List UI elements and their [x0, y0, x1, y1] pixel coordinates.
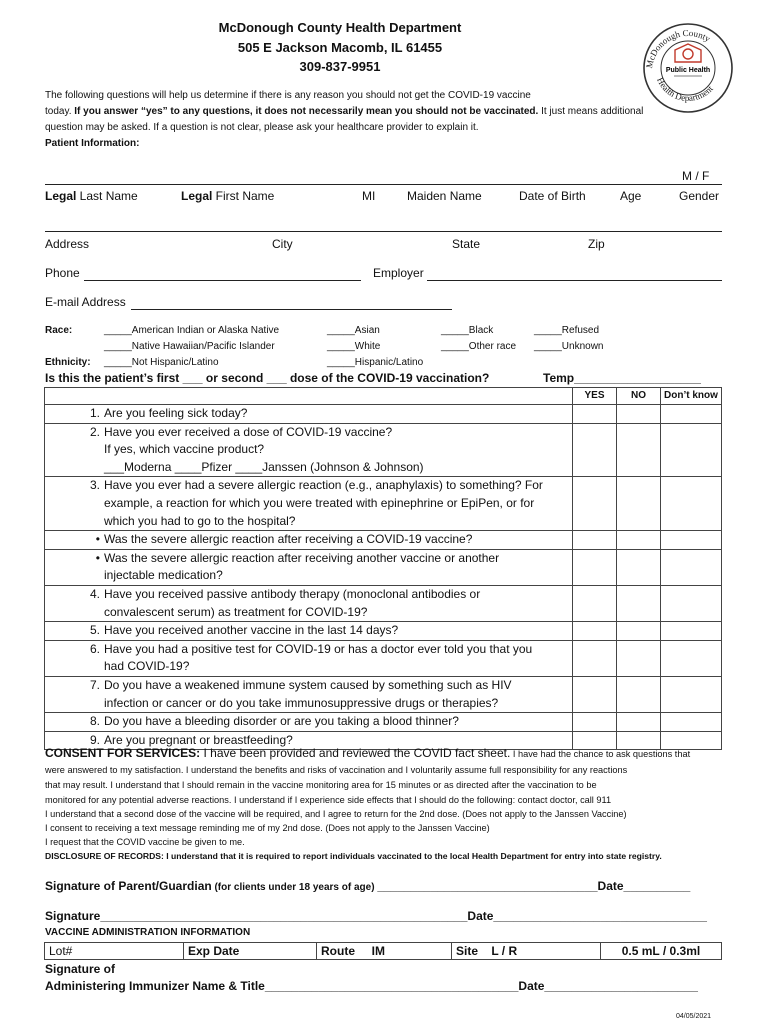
- race-option-nhpi[interactable]: _____Native Hawaiian/Pacific Islander: [104, 341, 275, 352]
- consent-line-7: I request that the COVID vaccine be given to me.: [45, 837, 245, 847]
- disclosure-of-records: DISCLOSURE OF RECORDS: I understand that it is required to report individuals vaccinated to the local Health Department for entry into state registry.: [45, 851, 662, 861]
- mi-label: MI: [362, 189, 376, 203]
- question-number: 7.: [89, 677, 100, 692]
- email-field[interactable]: [131, 309, 452, 310]
- answer-dont-know-checkbox[interactable]: [661, 713, 722, 732]
- lot-field[interactable]: Lot#: [45, 943, 184, 960]
- answer-dont-know-checkbox[interactable]: [661, 640, 722, 676]
- race-label: Race:: [45, 325, 73, 336]
- race-option-other[interactable]: _____Other race: [441, 341, 517, 352]
- phone-field[interactable]: [84, 280, 361, 281]
- consent-line-6: I consent to receiving a text message reminding me of my 2nd dose. (Does not apply to the Janssen Vaccine): [45, 823, 490, 833]
- question-row: [45, 477, 722, 531]
- answer-no-checkbox[interactable]: [617, 676, 661, 712]
- question-number: 6.: [89, 641, 100, 656]
- no-column-header: NO: [617, 388, 661, 405]
- questionnaire-header-row: [45, 388, 722, 405]
- question-number: •: [95, 550, 100, 565]
- question-number: 2.: [89, 424, 100, 439]
- temp-field[interactable]: Temp___________________: [543, 371, 701, 385]
- dob-label: Date of Birth: [519, 189, 586, 203]
- answer-yes-checkbox[interactable]: [573, 622, 617, 641]
- question-text-continued: which you had to go to the hospital?: [104, 513, 296, 528]
- dont-know-column-header: Don’t know: [661, 388, 722, 405]
- question-text-cell: [45, 713, 573, 732]
- question-row: [45, 713, 722, 732]
- question-text-continued: infection or cancer or do you take immunosuppressive drugs or therapies?: [104, 695, 499, 710]
- race-option-black[interactable]: _____Black: [441, 325, 494, 336]
- question-text-continued: convalescent serum) as treatment for COVID-19?: [104, 604, 368, 619]
- question-text-cell: [45, 622, 573, 641]
- question-text: Was the severe allergic reaction after receiving another vaccine or another: [104, 550, 500, 565]
- answer-dont-know-checkbox[interactable]: [661, 549, 722, 585]
- question-row: [45, 423, 722, 477]
- question-text-continued: If yes, which vaccine product?: [104, 442, 265, 457]
- answer-no-checkbox[interactable]: [617, 423, 661, 477]
- question-text-cell: [45, 549, 573, 585]
- zip-label: Zip: [588, 237, 605, 251]
- svg-text:Public Health: Public Health: [665, 67, 711, 74]
- consent-line-5: I understand that a second dose of the vaccine will be required, and I agree to return for the 2nd dose. (Does not apply to the Janssen Vaccine): [45, 809, 627, 819]
- org-name: McDonough County Health Department: [218, 20, 462, 35]
- dose-question[interactable]: Is this the patient’s first ___ or second ___ dose of the COVID-19 vaccination?: [45, 371, 490, 385]
- parent-signature-line[interactable]: Signature of Parent/Guardian (for clients under 18 years of age) _________________________________Date__________: [45, 879, 691, 893]
- org-phone: 309-837-9951: [299, 59, 381, 74]
- question-text: Are you pregnant or breastfeeding?: [104, 732, 293, 747]
- route-field[interactable]: Route IM: [317, 943, 452, 960]
- ethnicity-option-hispanic[interactable]: _____Hispanic/Latino: [327, 357, 424, 368]
- question-text-continued: example, a reaction for which you were treated with epinephrine or EpiPen, or for: [104, 495, 535, 510]
- answer-yes-checkbox[interactable]: [573, 549, 617, 585]
- answer-yes-checkbox[interactable]: [573, 405, 617, 424]
- answer-yes-checkbox[interactable]: [573, 676, 617, 712]
- intro-line-3: question may be asked. If a question is not clear, please ask your healthcare provider to explain it.: [45, 122, 479, 133]
- gender-mf-label: M / F: [682, 169, 710, 183]
- question-text: Do you have a bleeding disorder or are you taking a blood thinner?: [104, 714, 459, 729]
- screening-questionnaire: [44, 387, 722, 750]
- race-option-aian[interactable]: _____American Indian or Alaska Native: [104, 325, 280, 336]
- question-text: Have you ever had a severe allergic reaction (e.g., anaphylaxis) to something? For: [104, 478, 543, 493]
- patient-signature-line[interactable]: Signature_______________________________________________________Date________________________________: [45, 909, 707, 923]
- question-row: [45, 640, 722, 676]
- answer-dont-know-checkbox[interactable]: [661, 676, 722, 712]
- answer-dont-know-checkbox[interactable]: [661, 477, 722, 531]
- last-name-label: Legal Last Name: [45, 189, 138, 203]
- question-row: [45, 585, 722, 621]
- vaccine-admin-heading: VACCINE ADMINISTRATION INFORMATION: [45, 927, 251, 938]
- question-text-cell: [45, 640, 573, 676]
- question-number: 9.: [89, 732, 100, 747]
- first-name-label: Legal First Name: [181, 189, 275, 203]
- org-address: 505 E Jackson Macomb, IL 61455: [237, 40, 443, 55]
- question-row: [45, 549, 722, 585]
- answer-yes-checkbox[interactable]: [573, 713, 617, 732]
- age-label: Age: [620, 189, 642, 203]
- question-text-cell: [45, 531, 573, 550]
- race-option-asian[interactable]: _____Asian: [327, 325, 380, 336]
- ethnicity-option-not-hispanic[interactable]: _____Not Hispanic/Latino: [104, 357, 219, 368]
- answer-dont-know-checkbox[interactable]: [661, 531, 722, 550]
- question-text-cell: [45, 585, 573, 621]
- city-label: City: [272, 237, 293, 251]
- question-text: Have you received another vaccine in the last 14 days?: [104, 623, 399, 638]
- question-text: Have you received passive antibody therapy (monoclonal antibodies or: [104, 586, 481, 601]
- consent-line-2: were answered to my satisfaction. I understand the benefits and risks of vaccination and I voluntarily assume full responsibility for any reactions: [45, 765, 628, 775]
- question-text-continued: had COVID-19?: [104, 659, 190, 674]
- patient-info-heading: Patient Information:: [45, 138, 140, 149]
- question-row: [45, 531, 722, 550]
- answer-dont-know-checkbox[interactable]: [661, 405, 722, 424]
- question-text-cell: [45, 477, 573, 531]
- question-number: 1.: [89, 406, 100, 420]
- question-number: 8.: [89, 714, 100, 729]
- answer-no-checkbox[interactable]: [617, 531, 661, 550]
- answer-no-checkbox[interactable]: [617, 585, 661, 621]
- site-field[interactable]: Site L / R: [452, 943, 601, 960]
- question-text-cell: [45, 405, 573, 424]
- svg-text:Health Department: Health Department: [655, 75, 715, 103]
- yes-column-header: YES: [573, 388, 617, 405]
- answer-yes-checkbox[interactable]: [573, 423, 617, 477]
- consent-line-1: CONSENT FOR SERVICES: I have been provided and reviewed the COVID fact sheet. I have had the chance to ask questions that: [45, 746, 691, 760]
- question-text: Do you have a weakened immune system caused by something such as HIV: [104, 677, 512, 692]
- answer-yes-checkbox[interactable]: [573, 585, 617, 621]
- gender-label: Gender: [679, 189, 720, 203]
- health-department-seal: [640, 20, 736, 116]
- answer-no-checkbox[interactable]: [617, 405, 661, 424]
- exp-date-field[interactable]: Exp Date: [184, 943, 317, 960]
- race-option-unknown[interactable]: _____Unknown: [534, 341, 604, 352]
- address-underline[interactable]: [45, 231, 722, 232]
- question-number: •: [95, 532, 100, 547]
- employer-label: Employer: [373, 266, 424, 280]
- question-number: 3.: [89, 478, 100, 493]
- email-label: E-mail Address: [45, 295, 126, 309]
- intro-line-1: The following questions will help us determine if there is any reason you should not get the COVID-19 vaccine: [45, 90, 531, 101]
- question-text-continued: ___Moderna ____Pfizer ____Janssen (Johnson & Johnson): [104, 459, 424, 474]
- phone-label: Phone: [45, 266, 80, 280]
- maiden-name-label: Maiden Name: [407, 189, 482, 203]
- answer-dont-know-checkbox[interactable]: [661, 622, 722, 641]
- answer-no-checkbox[interactable]: [617, 713, 661, 732]
- answer-dont-know-checkbox[interactable]: [661, 585, 722, 621]
- employer-field[interactable]: [427, 280, 722, 281]
- immunizer-signature-label: Signature of: [45, 962, 116, 976]
- question-text: Was the severe allergic reaction after receiving a COVID-19 vaccine?: [104, 532, 473, 547]
- immunizer-signature-line[interactable]: Administering Immunizer Name & Title______________________________________Date_______________________: [45, 979, 698, 993]
- dose-field[interactable]: 0.5 mL / 0.3ml: [601, 943, 722, 960]
- answer-yes-checkbox[interactable]: [573, 477, 617, 531]
- question-row: [45, 405, 722, 424]
- question-text: Have you ever received a dose of COVID-19 vaccine?: [104, 424, 393, 439]
- answer-no-checkbox[interactable]: [617, 622, 661, 641]
- question-text-cell: [45, 423, 573, 477]
- intro-line-2: today. If you answer “yes” to any questions, it does not necessarily mean you should not be vaccinated. It just means additional: [45, 106, 644, 117]
- question-row: [45, 622, 722, 641]
- question-text: Are you feeling sick today?: [104, 406, 248, 420]
- question-text-cell: [45, 676, 573, 712]
- state-label: State: [452, 237, 481, 251]
- form-revision-date: 04/05/2021: [676, 1013, 712, 1020]
- question-column-header: [45, 388, 573, 405]
- question-text-continued: injectable medication?: [104, 568, 223, 583]
- answer-yes-checkbox[interactable]: [573, 640, 617, 676]
- answer-no-checkbox[interactable]: [617, 549, 661, 585]
- question-number: 5.: [89, 623, 100, 638]
- address-label: Address: [45, 237, 90, 251]
- question-text: Have you had a positive test for COVID-19 or has a doctor ever told you that you: [104, 641, 533, 656]
- answer-no-checkbox[interactable]: [617, 640, 661, 676]
- race-option-refused[interactable]: _____Refused: [534, 325, 600, 336]
- answer-dont-know-checkbox[interactable]: [661, 423, 722, 477]
- ethnicity-label: Ethnicity:: [45, 357, 91, 368]
- vaccine-admin-table: [44, 942, 722, 960]
- name-underline[interactable]: [45, 184, 722, 185]
- race-option-white[interactable]: _____White: [327, 341, 381, 352]
- consent-line-3: that may result. I understand that I should remain in the vaccine monitoring area for 15 minutes or as directed after the vaccination to be: [45, 780, 597, 790]
- question-number: 4.: [89, 586, 100, 601]
- answer-no-checkbox[interactable]: [617, 477, 661, 531]
- svg-text:McDonough County: McDonough County: [644, 27, 713, 69]
- consent-line-4: monitored for any potential adverse reactions. I understand if I experience side effects that I should do the following: contact doctor, call 911: [45, 795, 612, 805]
- question-row: [45, 676, 722, 712]
- answer-yes-checkbox[interactable]: [573, 531, 617, 550]
